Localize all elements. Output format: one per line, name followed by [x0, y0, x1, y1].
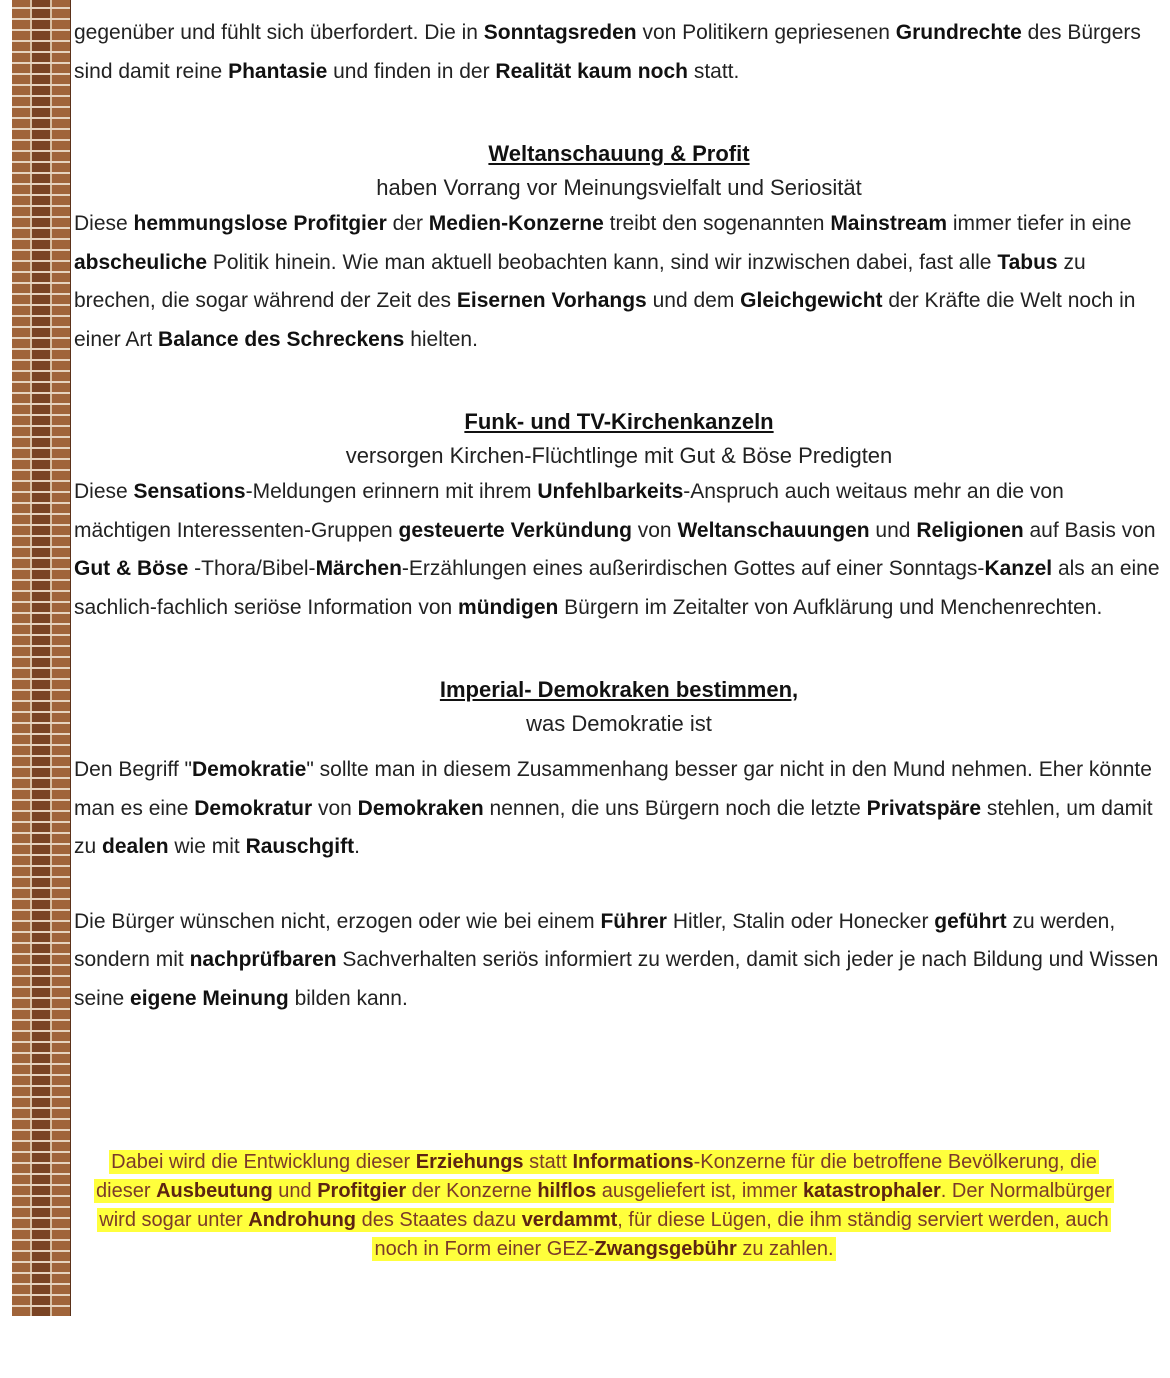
bold-term: Zwangsgebühr [594, 1238, 737, 1260]
bold-term: Gut & Böse [74, 557, 189, 580]
bold-term: Realität kaum noch [495, 59, 688, 83]
highlighted-text: Dabei wird die Entwicklung dieser Erziehungs statt Informations-Konzerne für die betroffene Bevölkerung, die dieser Ausbeutung und Profitgier der Konzerne hilflos ausgeliefert ist, immer katastrophaler. Der Normalbürger wird sogar unter Androhung des Staates dazu verdammt, für diese Lügen, die ihm ständig serviert werden, auch noch in Form einer GEZ-Zwangsgebühr zu zahlen. [96, 1151, 1112, 1260]
bold-term: Sensations [133, 480, 246, 503]
bold-term: Grundrechte [895, 21, 1022, 44]
bold-term: Rauschgift [245, 835, 355, 858]
paragraph-buerger: Die Bürger wünschen nicht, erzogen oder wie bei einem Führer Hitler, Stalin oder Honecker geführt zu werden, sondern mit nachprüfbaren Sachverhalten seriös informiert zu werden, damit sich jeder je nach Bildung und Wissen seine eigene Meinung bilden kann. [74, 909, 1159, 1010]
bold-term: Unfehlbarkeits [537, 480, 684, 503]
bold-term: Ausbeutung [156, 1180, 273, 1202]
bold-term: katastrophaler [802, 1180, 941, 1202]
bold-term: Märchen [315, 557, 402, 580]
bold-term: hilflos [537, 1180, 597, 1202]
bold-term: Informations [572, 1151, 694, 1173]
bold-term: gesteuerte Verkündung [398, 518, 632, 542]
bold-term: mündigen [458, 595, 559, 619]
bold-term: Demokratur [194, 796, 313, 820]
section-heading-weltanschauung: Weltanschauung & Profit [488, 141, 750, 166]
document-page [74, 14, 1164, 1018]
bold-term: Führer [600, 909, 667, 933]
bold-term: Eisernen Vorhangs [456, 289, 647, 312]
bold-term: Mainstream [830, 212, 948, 235]
paragraph-profitgier: Diese hemmungslose Profitgier der Medien-Konzerne treibt den sogenannten Mainstream immer tiefer in eine abscheuliche Politik hinein. Wie man aktuell beobachten kann, sind wir inzwischen dabei, fast alle Tabus zu brechen, die sogar während der Zeit des Eisernen Vorhangs und dem Gleichgewicht der Kräfte die Welt noch in einer Art Balance des Schreckens hielten. [74, 212, 1136, 351]
section-heading-kirchenkanzeln: Funk- und TV-Kirchenkanzeln [464, 409, 774, 434]
paragraph-sensations: Diese Sensations-Meldungen erinnern mit ihrem Unfehlbarkeits-Anspruch auch weitaus mehr an die von mächtigen Interessenten-Gruppen gesteuerte Verkündung von Weltanschauungen und Religionen auf Basis von Gut & Böse -Thora/Bibel-Märchen-Erzählungen eines außerirdischen Gottes auf einer Sonntags-Kanzel als an eine sachlich-fachlich seriöse Information von mündigen Bürgern im Zeitalter von Aufklärung und Menchenrechten. [74, 480, 1160, 619]
bold-term: hemmungslose Profitgier [133, 212, 387, 235]
paragraph-intro: gegenüber und fühlt sich überfordert. Die in Sonntagsreden von Politikern gepriesenen Grundrechte des Bürgers sind damit reine Phantasie und finden in der Realität kaum noch statt. [74, 21, 1141, 83]
section-subheading-kirchenkanzeln: versorgen Kirchen-Flüchtlinge mit Gut & Böse Predigten [345, 443, 893, 468]
bold-term: Religionen [916, 518, 1024, 542]
bold-term: geführt [934, 909, 1007, 933]
bold-term: Privatspäre [866, 796, 982, 820]
bold-term: Tabus [997, 250, 1058, 274]
bold-term: nachprüfbaren [189, 948, 337, 971]
bold-term: Erziehungs [415, 1151, 524, 1173]
bold-term: Balance des Schreckens [158, 327, 405, 351]
highlighted-conclusion [92, 1148, 1116, 1264]
section-subheading-weltanschauung: haben Vorrang vor Meinungsvielfalt und Seriosität [376, 175, 862, 200]
bold-term: dealen [102, 835, 169, 858]
section-subheading-demokraken: was Demokratie ist [526, 711, 712, 736]
bold-term: verdammt [521, 1209, 618, 1231]
bold-term: Demokraken [357, 796, 484, 820]
bold-term: Androhung [248, 1209, 357, 1231]
bold-term: Demokratie [191, 758, 307, 781]
bold-term: Kanzel [984, 557, 1053, 580]
paragraph-demokratie: Den Begriff "Demokratie" sollte man in diesem Zusammenhang besser gar nicht in den Mund nehmen. Eher könnte man es eine Demokratur von Demokraken nennen, die uns Bürgern noch die letzte Privatspäre stehlen, um damit zu dealen wie mit Rauschgift. [74, 758, 1153, 858]
bold-term: Medien-Konzerne [428, 212, 604, 235]
bold-term: Phantasie [228, 59, 328, 83]
bold-term: Sonntagsreden [483, 21, 637, 44]
bold-term: eigene Meinung [130, 986, 289, 1010]
bold-term: abscheuliche [74, 250, 208, 274]
bold-term: Gleichgewicht [740, 289, 883, 312]
bold-term: Profitgier [317, 1180, 407, 1202]
bold-term: Weltanschauungen [677, 518, 870, 542]
section-heading-demokraken: Imperial- Demokraken bestimmen, [439, 677, 799, 702]
brick-border-decoration [12, 0, 71, 1316]
